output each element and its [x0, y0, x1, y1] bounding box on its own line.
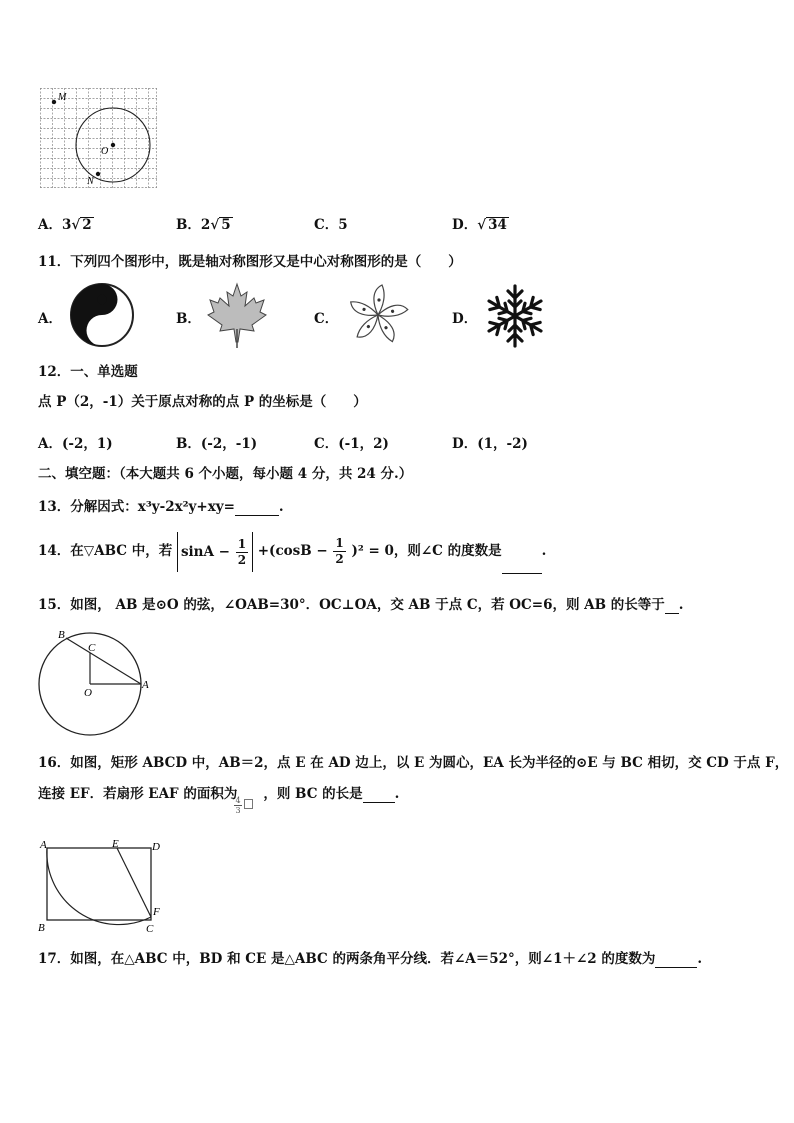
label-b: B: [58, 629, 65, 641]
q10-option-b: B．2√ 5: [176, 217, 231, 233]
q10-option-d: D．√ 34: [452, 217, 507, 233]
label-c: C: [146, 923, 154, 935]
q11-option-c: C．: [314, 311, 339, 327]
q14: 14．在▽ABC 中，若 sinA − $\frac{1}{2}$ +(cosB − $\frac{1}{2}$ )² = 0，则∠C 的度数是 .: [38, 529, 546, 574]
section-heading: 二、填空题：（本大题共 6 个小题，每小题 4 分，共 24 分.）: [38, 466, 413, 482]
q15-circle-figure: [36, 624, 154, 736]
q16-line2: 连接 EF．若扇形 EAF 的面积为 ，则 BC 的长是 .: [38, 786, 400, 802]
q15-stem: 15．如图， AB 是⊙O 的弦，∠OAB=30°．OC⊥OA，交 AB 于点 C，若 OC=6，则 AB 的长等于 .: [38, 597, 684, 613]
q11-option-b: B．: [176, 311, 201, 327]
q12-option-b: B．(-2，-1): [176, 436, 258, 452]
label-a: A: [142, 679, 149, 691]
label-f: F: [153, 906, 160, 918]
q11-stem: 11．下列四个图形中，既是轴对称图形又是中心对称图形的是（ ）: [38, 254, 462, 270]
q12-option-a: A．(-2，1): [38, 436, 113, 452]
q12-option-d: D．(1，-2): [452, 436, 528, 452]
q11-option-a: A．: [38, 311, 62, 327]
label-o: O: [84, 687, 92, 699]
q11-option-d: D．: [452, 311, 478, 327]
label-o: O: [101, 146, 109, 157]
q10-option-c: C．5: [314, 217, 348, 233]
q13: 13．分解因式：x³y-2x²y+xy= .: [38, 499, 284, 515]
label-n: N: [87, 176, 94, 187]
q12-option-c: C．(-1，2): [314, 436, 389, 452]
label-d: D: [152, 841, 160, 853]
q16-rectangle-figure: [36, 836, 166, 936]
maple-leaf-icon: [202, 280, 272, 350]
label-c: C: [88, 642, 96, 654]
yin-yang-icon: [68, 281, 136, 349]
bauhinia-flower-icon: [342, 280, 414, 350]
label-a: A: [40, 839, 47, 851]
q16-line1: 16．如图，矩形 ABCD 中，AB＝2，点 E 在 AD 边上，以 E 为圆心，EA 长为半径的⊙E 与 BC 相切，交 CD 于点 F，: [38, 755, 789, 771]
q10-grid-figure: [40, 88, 160, 190]
label-e: E: [112, 838, 119, 850]
sector-area-fraction: 4 3: [235, 796, 241, 815]
snowflake-icon: [480, 281, 550, 351]
q10-option-a: A．3√ 2: [38, 217, 92, 233]
label-b: B: [38, 922, 45, 934]
q12-stem: 点 P（2，-1）关于原点对称的点 P 的坐标是（ ）: [38, 394, 367, 410]
q17: 17．如图，在△ABC 中，BD 和 CE 是△ABC 的两条角平分线．若∠A＝52°，则∠1＋∠2 的度数为 .: [38, 951, 703, 967]
label-m: M: [58, 92, 67, 103]
abs-bar: sinA − $\frac{1}{2}$: [177, 532, 253, 572]
missing-glyph-box: [244, 799, 253, 809]
q12-header: 12．一、单选题: [38, 364, 138, 380]
